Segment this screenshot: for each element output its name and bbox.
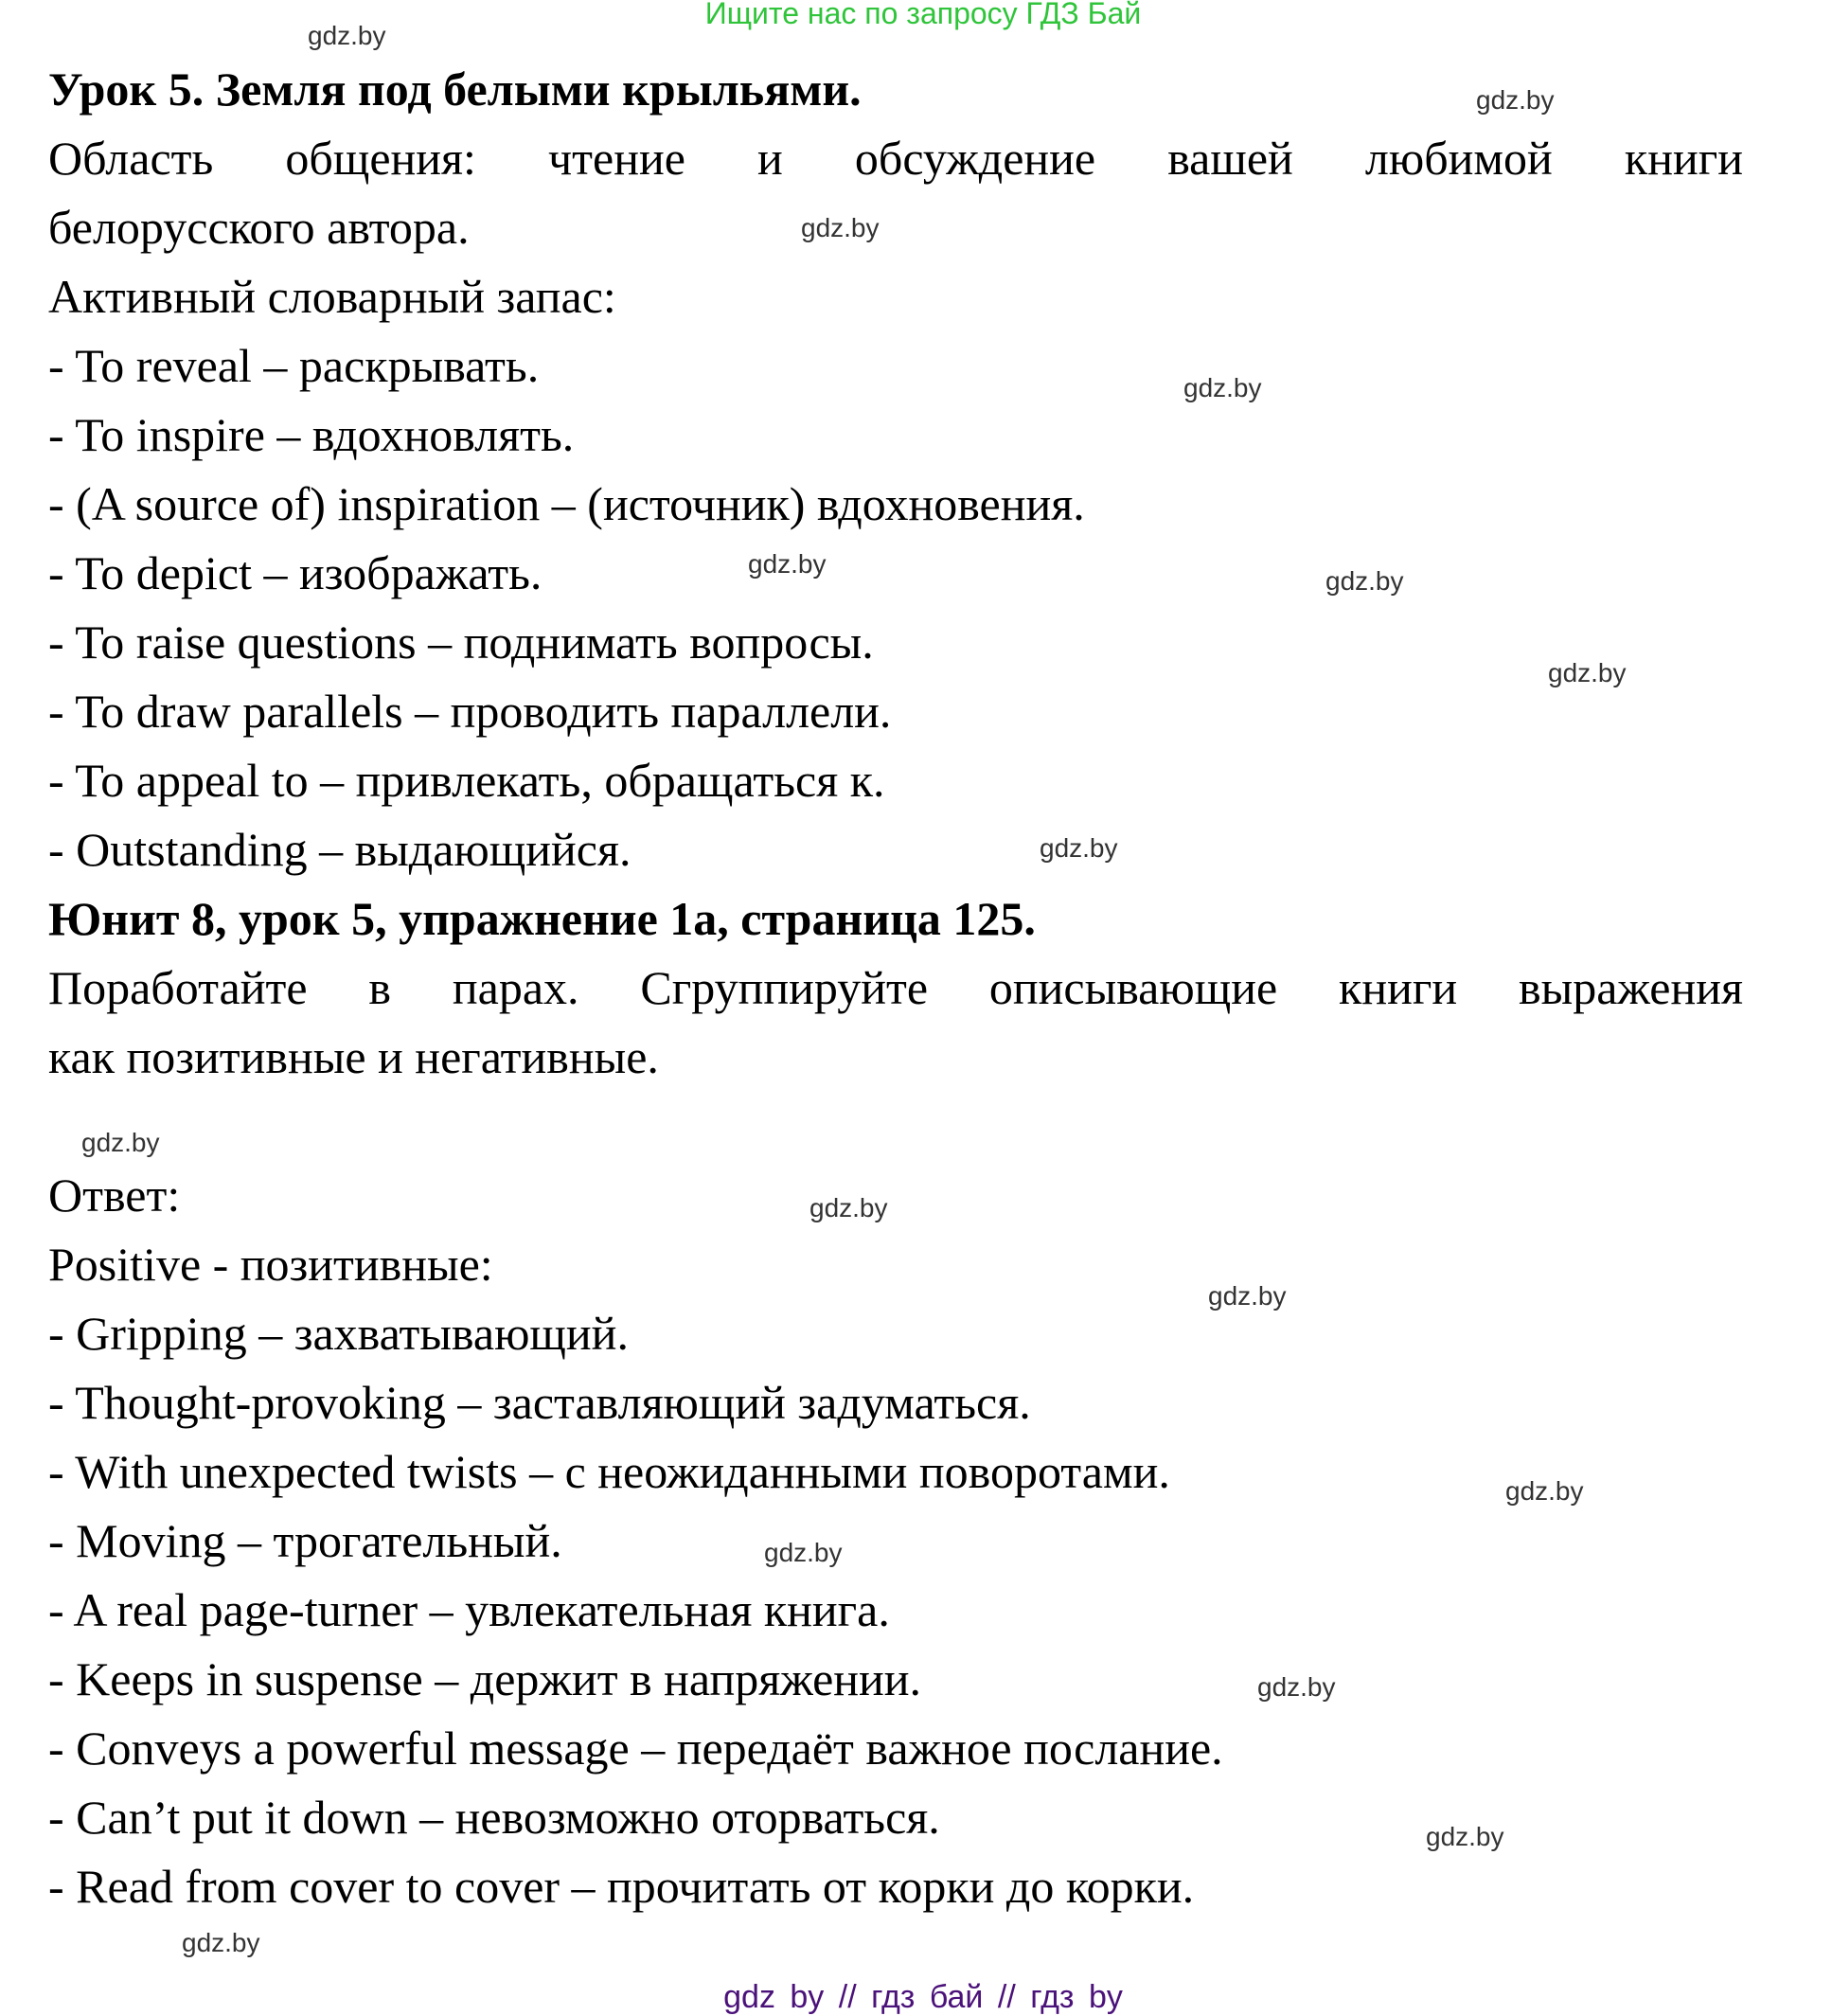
watermark: gdz.by bbox=[1476, 85, 1555, 115]
watermark: gdz.by bbox=[182, 1928, 260, 1957]
watermark: gdz.by bbox=[81, 1128, 160, 1157]
vocab-item: - Outstanding – выдающийся. bbox=[48, 823, 631, 876]
positive-item: - Keeps in suspense – держит в напряжении. bbox=[48, 1652, 922, 1705]
vocab-item: - To draw parallels – проводить параллели. bbox=[48, 685, 892, 738]
exercise-task-line: Поработайте в парах. Сгруппируйте описывающие книги выражения bbox=[48, 961, 1743, 1014]
watermark: gdz.by bbox=[308, 21, 386, 50]
watermark: gdz.by bbox=[1257, 1672, 1336, 1702]
positive-item: - Conveys a powerful message – передаёт важное послание. bbox=[48, 1722, 1223, 1775]
footer-banner: gdz by // гдз бай // гдз by bbox=[723, 1979, 1123, 2015]
watermark: gdz.by bbox=[1183, 373, 1262, 402]
blank-line bbox=[48, 1092, 1743, 1161]
positive-item: - A real page-turner – увлекательная книга. bbox=[48, 1583, 890, 1636]
answer-label: Ответ: bbox=[48, 1169, 181, 1222]
watermark: gdz.by bbox=[764, 1538, 843, 1567]
document-body bbox=[48, 55, 1743, 1921]
watermark: gdz.by bbox=[1208, 1281, 1287, 1311]
watermark: gdz.by bbox=[1040, 833, 1118, 863]
communication-area-line: белорусского автора. bbox=[48, 201, 470, 254]
watermark: gdz.by bbox=[1426, 1822, 1504, 1851]
exercise-title: Юнит 8, урок 5, упражнение 1а, страница 125. bbox=[48, 892, 1036, 945]
vocab-item: - To depict – изображать. bbox=[48, 546, 542, 599]
vocab-item: - To inspire – вдохновлять. bbox=[48, 408, 575, 461]
positive-item: - Read from cover to cover – прочитать от корки до корки. bbox=[48, 1860, 1195, 1913]
watermark: gdz.by bbox=[1505, 1476, 1584, 1506]
positive-item: - Thought-provoking – заставляющий задуматься. bbox=[48, 1376, 1031, 1429]
lesson-title: Урок 5. Земля под белыми крыльями. bbox=[48, 62, 862, 116]
vocab-item: - To reveal – раскрывать. bbox=[48, 339, 540, 392]
watermark: gdz.by bbox=[801, 213, 880, 242]
vocab-item: - To appeal to – привлекать, обращаться к. bbox=[48, 754, 885, 807]
positive-item: - With unexpected twists – с неожиданными поворотами. bbox=[48, 1445, 1170, 1498]
vocab-item: - To raise questions – поднимать вопросы. bbox=[48, 616, 874, 669]
watermark: gdz.by bbox=[1548, 658, 1627, 687]
vocab-item: - (A source of) inspiration – (источник) вдохновения. bbox=[48, 477, 1085, 530]
watermark: gdz.by bbox=[809, 1193, 888, 1222]
communication-area-line: Область общения: чтение и обсуждение вашей любимой книги bbox=[48, 132, 1743, 185]
exercise-task-line: как позитивные и негативные. bbox=[48, 1030, 659, 1083]
watermark: gdz.by bbox=[748, 549, 827, 579]
vocab-heading: Активный словарный запас: bbox=[48, 270, 616, 323]
positive-heading: Positive - позитивные: bbox=[48, 1238, 493, 1291]
positive-item: - Gripping – захватывающий. bbox=[48, 1307, 629, 1360]
watermark: gdz.by bbox=[1325, 566, 1404, 596]
positive-item: - Moving – трогательный. bbox=[48, 1514, 562, 1567]
search-banner: Ищите нас по запросу ГДЗ Бай bbox=[704, 0, 1142, 30]
positive-item: - Can’t put it down – невозможно оторваться. bbox=[48, 1791, 940, 1844]
